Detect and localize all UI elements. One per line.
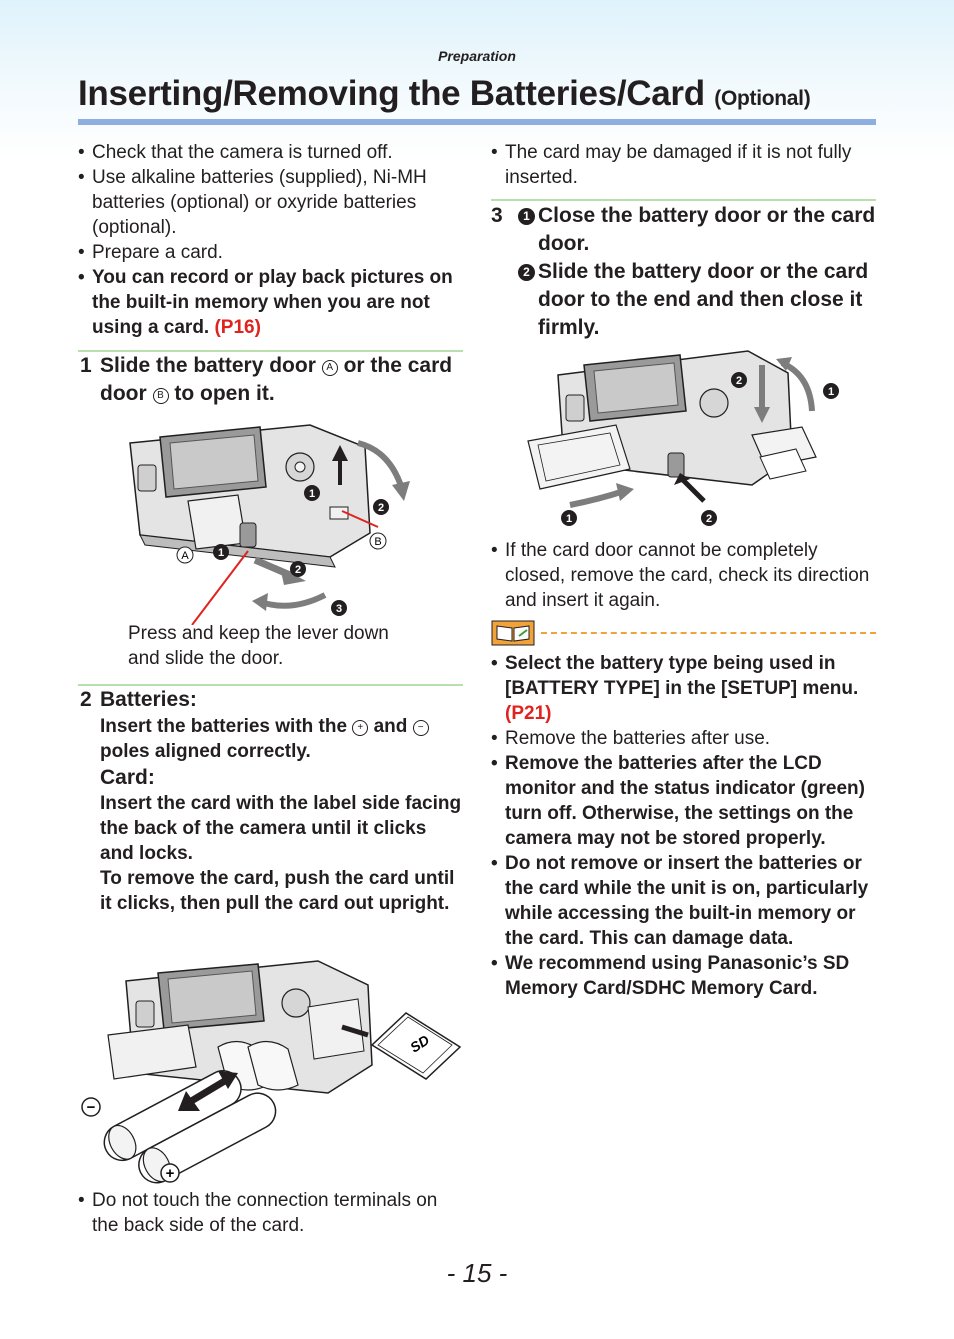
section-label: Preparation — [438, 48, 516, 64]
step-3 — [491, 202, 876, 342]
fig1-step-1-lower: 1 — [217, 547, 225, 559]
intro-item: • Prepare a card. — [78, 240, 460, 265]
marker-b-label: B — [374, 536, 382, 548]
fig3-step-1-bottom: 1 — [565, 513, 573, 525]
card-note-list — [78, 1188, 463, 1238]
insert-battery-card-illustration — [78, 955, 463, 1185]
step-3-sub-1: 1 Close the battery door or the card door. — [538, 202, 876, 258]
card-remove-instruction: To remove the card, push the card until it clicks, then pull the card out upright. — [100, 868, 455, 914]
plus-pole-label: + — [165, 1165, 175, 1182]
note-item: • Do not remove or insert the batteries or the card while the unit is on, particularly while accessing the built-in memory or the card. This can damage data. — [491, 851, 876, 951]
title-rule — [78, 119, 876, 125]
sd-card-logo: SD — [407, 1031, 433, 1056]
step-number: 2 — [80, 688, 92, 711]
minus-pole-symbol: − — [413, 720, 429, 736]
note-item: • Remove the batteries after the LCD monitor and the status indicator (green) turn off. Otherwise, the settings on the camera may not be stored properly. — [491, 751, 876, 851]
step-number: 1 — [80, 354, 92, 377]
door-b-marker: B — [153, 388, 169, 404]
intro-list — [78, 140, 460, 340]
open-door-illustration — [120, 415, 420, 625]
fig1-step-3: 3 — [335, 603, 343, 615]
fig1-step-2: 2 — [377, 502, 385, 514]
note-item: • Remove the batteries after use. — [491, 726, 876, 751]
page-number: - 15 - — [446, 1258, 508, 1288]
step-3-sub-2: 2 Slide the battery door or the card door to the end and then close it firmly. — [538, 258, 876, 342]
sub-step-marker: 2 — [518, 264, 535, 281]
card-warning-list — [491, 140, 876, 190]
note-item: • We recommend using Panasonic’s SD Memory Card/SDHC Memory Card. — [491, 951, 876, 1001]
fig3-step-1-top: 1 — [827, 386, 835, 398]
notes-list — [491, 651, 876, 1001]
card-label: Card: — [100, 766, 155, 789]
marker-a-label: A — [181, 550, 189, 562]
page-title-main: Inserting/Removing the Batteries/Card — [78, 74, 705, 113]
figure-caption: Press and keep the lever down and slide the door. — [128, 623, 389, 669]
note-item: • Select the battery type being used in [BATTERY TYPE] in the [SETUP] menu. (P21) — [491, 651, 876, 726]
page-title — [78, 74, 810, 114]
minus-pole-label: − — [86, 1099, 96, 1116]
intro-item: • Use alkaline batteries (supplied), Ni-MH batteries (optional) or oxyride batteries (optional). — [78, 165, 460, 240]
fig3-step-2-top: 2 — [735, 375, 743, 387]
door-note-list — [491, 538, 876, 613]
door-a-marker: A — [322, 360, 338, 376]
card-warning: • The card may be damaged if it is not fully inserted. — [491, 140, 876, 190]
batteries-instruction: Insert the batteries with the + and − poles aligned correctly. — [100, 714, 463, 764]
step-1: 1 Slide the battery door A or the card door B to open it. — [80, 354, 453, 405]
intro-item: • Check that the camera is turned off. — [78, 140, 460, 165]
note-book-icon — [491, 620, 535, 646]
page-title-suffix: (Optional) — [714, 87, 811, 110]
door-note: • If the card door cannot be completely closed, remove the card, check its direction and insert it again. — [491, 538, 876, 613]
step-2 — [80, 686, 463, 916]
fig3-step-2-bottom: 2 — [705, 513, 713, 525]
page-reference[interactable]: (P21) — [505, 703, 552, 724]
intro-item-bold: • You can record or play back pictures on the built-in memory when you are not using a card. (P16) — [78, 265, 460, 340]
step-divider — [491, 199, 876, 201]
batteries-label: Batteries: — [100, 688, 197, 711]
fig1-step-1: 1 — [308, 488, 316, 500]
page-reference[interactable]: (P16) — [214, 317, 261, 338]
note-dashed-rule — [541, 632, 876, 634]
step-number: 3 — [491, 204, 503, 227]
sub-step-marker: 1 — [518, 208, 535, 225]
close-door-illustration — [520, 345, 850, 535]
card-note: • Do not touch the connection terminals on the back side of the card. — [78, 1188, 463, 1238]
plus-pole-symbol: + — [352, 720, 368, 736]
fig1-step-2-lower: 2 — [294, 564, 302, 576]
card-insert-instruction: Insert the card with the label side facing the back of the camera until it clicks and locks. — [100, 793, 462, 864]
